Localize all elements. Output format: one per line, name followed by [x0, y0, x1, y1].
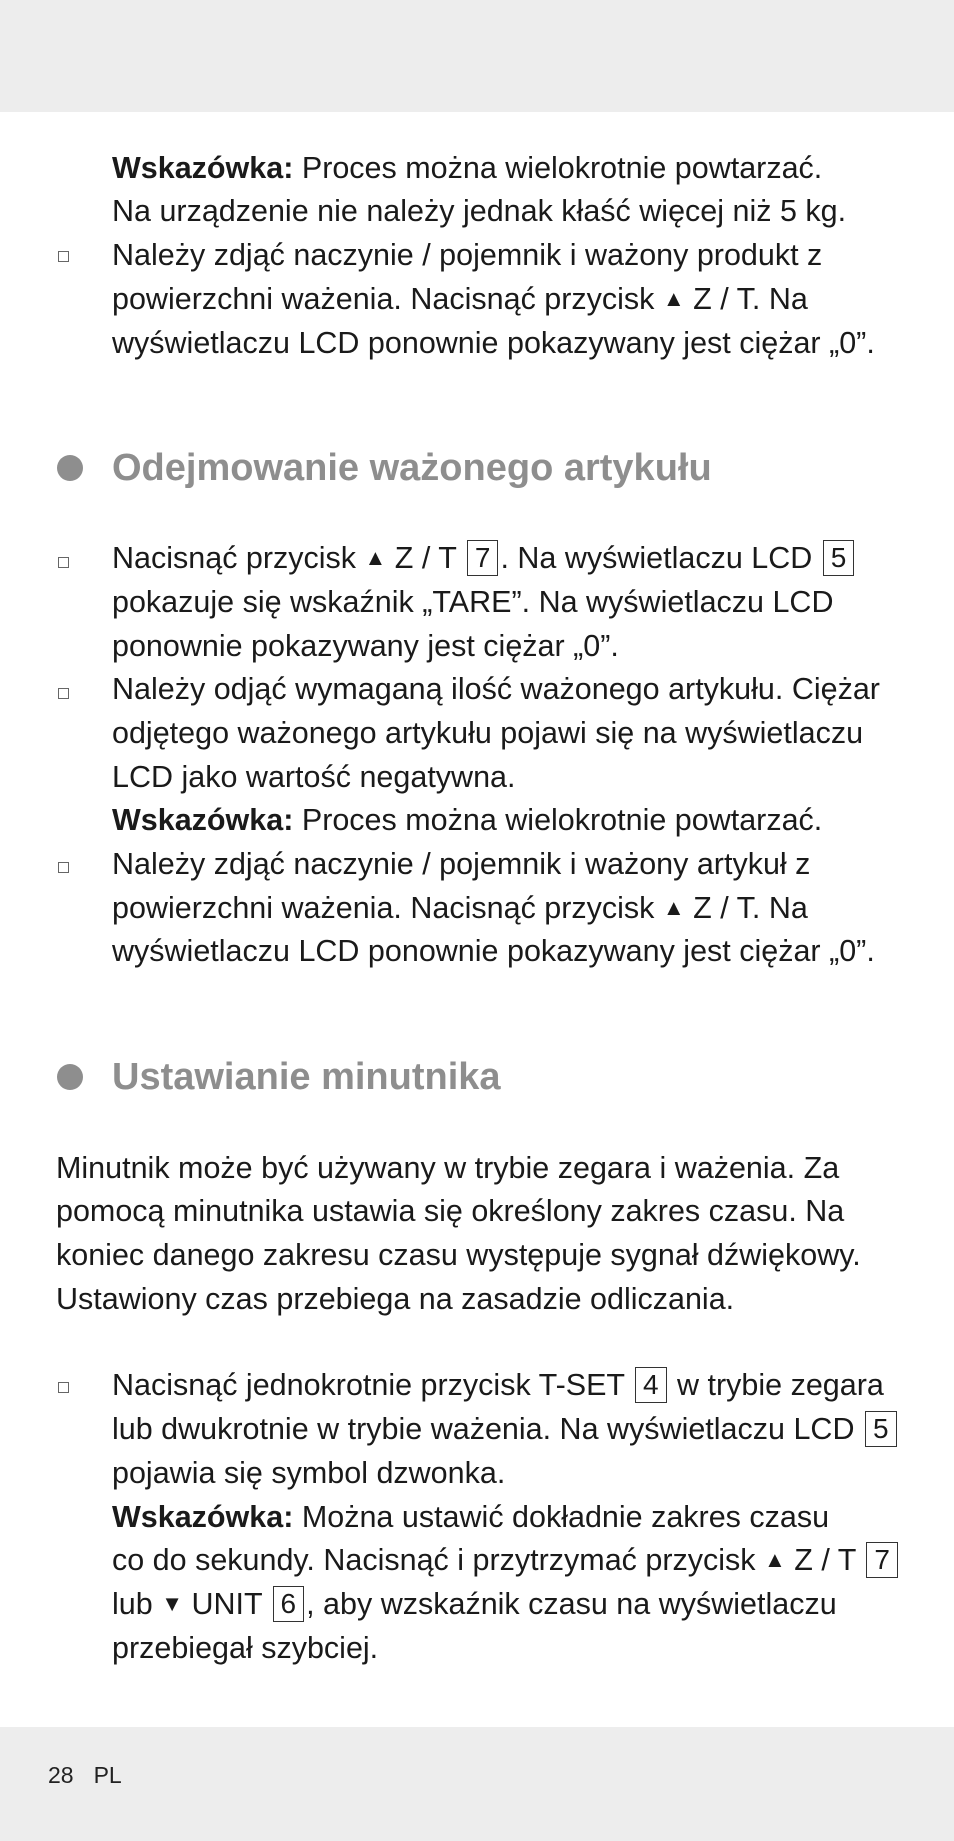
list-item-line: pojawia się symbol dzwonka.	[112, 1456, 506, 1490]
list-item-line	[112, 1407, 899, 1451]
intro-note	[112, 146, 822, 190]
note-line	[112, 1495, 829, 1539]
checkbox-bullet	[58, 1382, 69, 1393]
text: . Na wyświetlaczu LCD	[500, 541, 821, 575]
note-line	[112, 798, 822, 842]
intro-item-line: wyświetlaczu LCD ponownie pokazywany jest ciężar „0”.	[112, 326, 875, 360]
note-text: Można ustawić dokładnie zakres czasu	[293, 1500, 830, 1534]
list-item-line: wyświetlaczu LCD ponownie pokazywany jest ciężar „0”.	[112, 934, 875, 968]
text: Nacisnąć przycisk	[112, 541, 365, 575]
note-text: Proces można wielokrotnie powtarzać.	[293, 803, 823, 837]
checkbox-bullet	[58, 862, 69, 873]
checkbox-bullet	[58, 557, 69, 568]
paragraph-line: koniec danego zakresu czasu występuje sygnał dźwiękowy.	[56, 1238, 861, 1272]
note-text: Proces można wielokrotnie powtarzać.	[293, 151, 823, 185]
triangle-up-icon: ▲	[662, 286, 685, 311]
list-item-line	[112, 536, 856, 580]
page-number: 28	[48, 1762, 74, 1788]
key-ref: 5	[865, 1411, 897, 1447]
section-title: Odejmowanie ważonego artykułu	[112, 447, 712, 489]
note-line	[112, 1582, 837, 1626]
text: co do sekundy. Nacisnąć i przytrzymać przycisk	[112, 1543, 764, 1577]
list-item-line: Należy odjąć wymaganą ilość ważonego artykułu. Ciężar	[112, 672, 880, 706]
list-item-line	[112, 886, 808, 930]
list-item-line: Należy zdjąć naczynie / pojemnik i ważony artykuł z	[112, 847, 811, 881]
page-language: PL	[93, 1762, 122, 1788]
key-ref: 4	[635, 1367, 667, 1403]
intro-item-line: Należy zdjąć naczynie / pojemnik i ważony produkt z	[112, 238, 823, 272]
section-title: Ustawianie minutnika	[112, 1056, 501, 1098]
triangle-up-icon: ▲	[764, 1547, 786, 1572]
footer-band	[0, 1727, 954, 1841]
text: powierzchni ważenia. Nacisnąć przycisk	[112, 891, 663, 925]
list-item-line: ponownie pokazywany jest ciężar „0”.	[112, 629, 619, 663]
text: Z / T	[785, 1543, 865, 1577]
note-line	[112, 1538, 900, 1582]
header-band	[0, 0, 954, 112]
paragraph-line: Ustawiony czas przebiega na zasadzie odliczania.	[56, 1282, 735, 1316]
key-ref: 7	[866, 1542, 898, 1578]
text: lub	[112, 1587, 162, 1621]
triangle-up-icon: ▲	[364, 545, 387, 570]
text: Z / T. Na	[684, 282, 808, 316]
triangle-down-icon: ▼	[161, 1591, 183, 1616]
text: Z / T	[386, 541, 465, 575]
text: w trybie zegara	[668, 1368, 884, 1402]
intro-item-line	[112, 277, 808, 321]
key-ref: 7	[467, 540, 499, 576]
section-bullet-icon	[57, 1064, 83, 1090]
list-item-line	[112, 1363, 884, 1407]
list-item-line: odjętego ważonego artykułu pojawi się na wyświetlaczu	[112, 716, 864, 750]
text: powierzchni ważenia. Nacisnąć przycisk	[112, 282, 663, 316]
list-item-line: pokazuje się wskaźnik „TARE”. Na wyświetlaczu LCD	[112, 585, 834, 619]
paragraph-line: pomocą minutnika ustawia się określony zakres czasu. Na	[56, 1194, 845, 1228]
note-label: Wskazówka:	[112, 1500, 294, 1534]
page-footer	[48, 1762, 142, 1789]
text: , aby wzskaźnik czasu na wyświetlaczu	[306, 1587, 837, 1621]
paragraph-line: Minutnik może być używany w trybie zegara i ważenia. Za	[56, 1151, 840, 1185]
intro-line: Na urządzenie nie należy jednak kłaść więcej niż 5 kg.	[112, 194, 847, 228]
note-label: Wskazówka:	[112, 803, 294, 837]
list-item-line: LCD jako wartość negatywna.	[112, 760, 516, 794]
key-ref: 6	[273, 1586, 305, 1622]
text: UNIT	[182, 1587, 271, 1621]
note-line: przebiegał szybciej.	[112, 1631, 379, 1665]
key-ref: 5	[823, 540, 855, 576]
triangle-up-icon: ▲	[662, 895, 685, 920]
section-bullet-icon	[57, 455, 83, 481]
checkbox-bullet	[58, 688, 69, 699]
note-label: Wskazówka:	[112, 151, 294, 185]
text: lub dwukrotnie w trybie ważenia. Na wyświetlaczu LCD	[112, 1412, 863, 1446]
text: Z / T. Na	[684, 891, 808, 925]
text: Nacisnąć jednokrotnie przycisk T-SET	[112, 1368, 633, 1402]
checkbox-bullet	[58, 251, 69, 262]
